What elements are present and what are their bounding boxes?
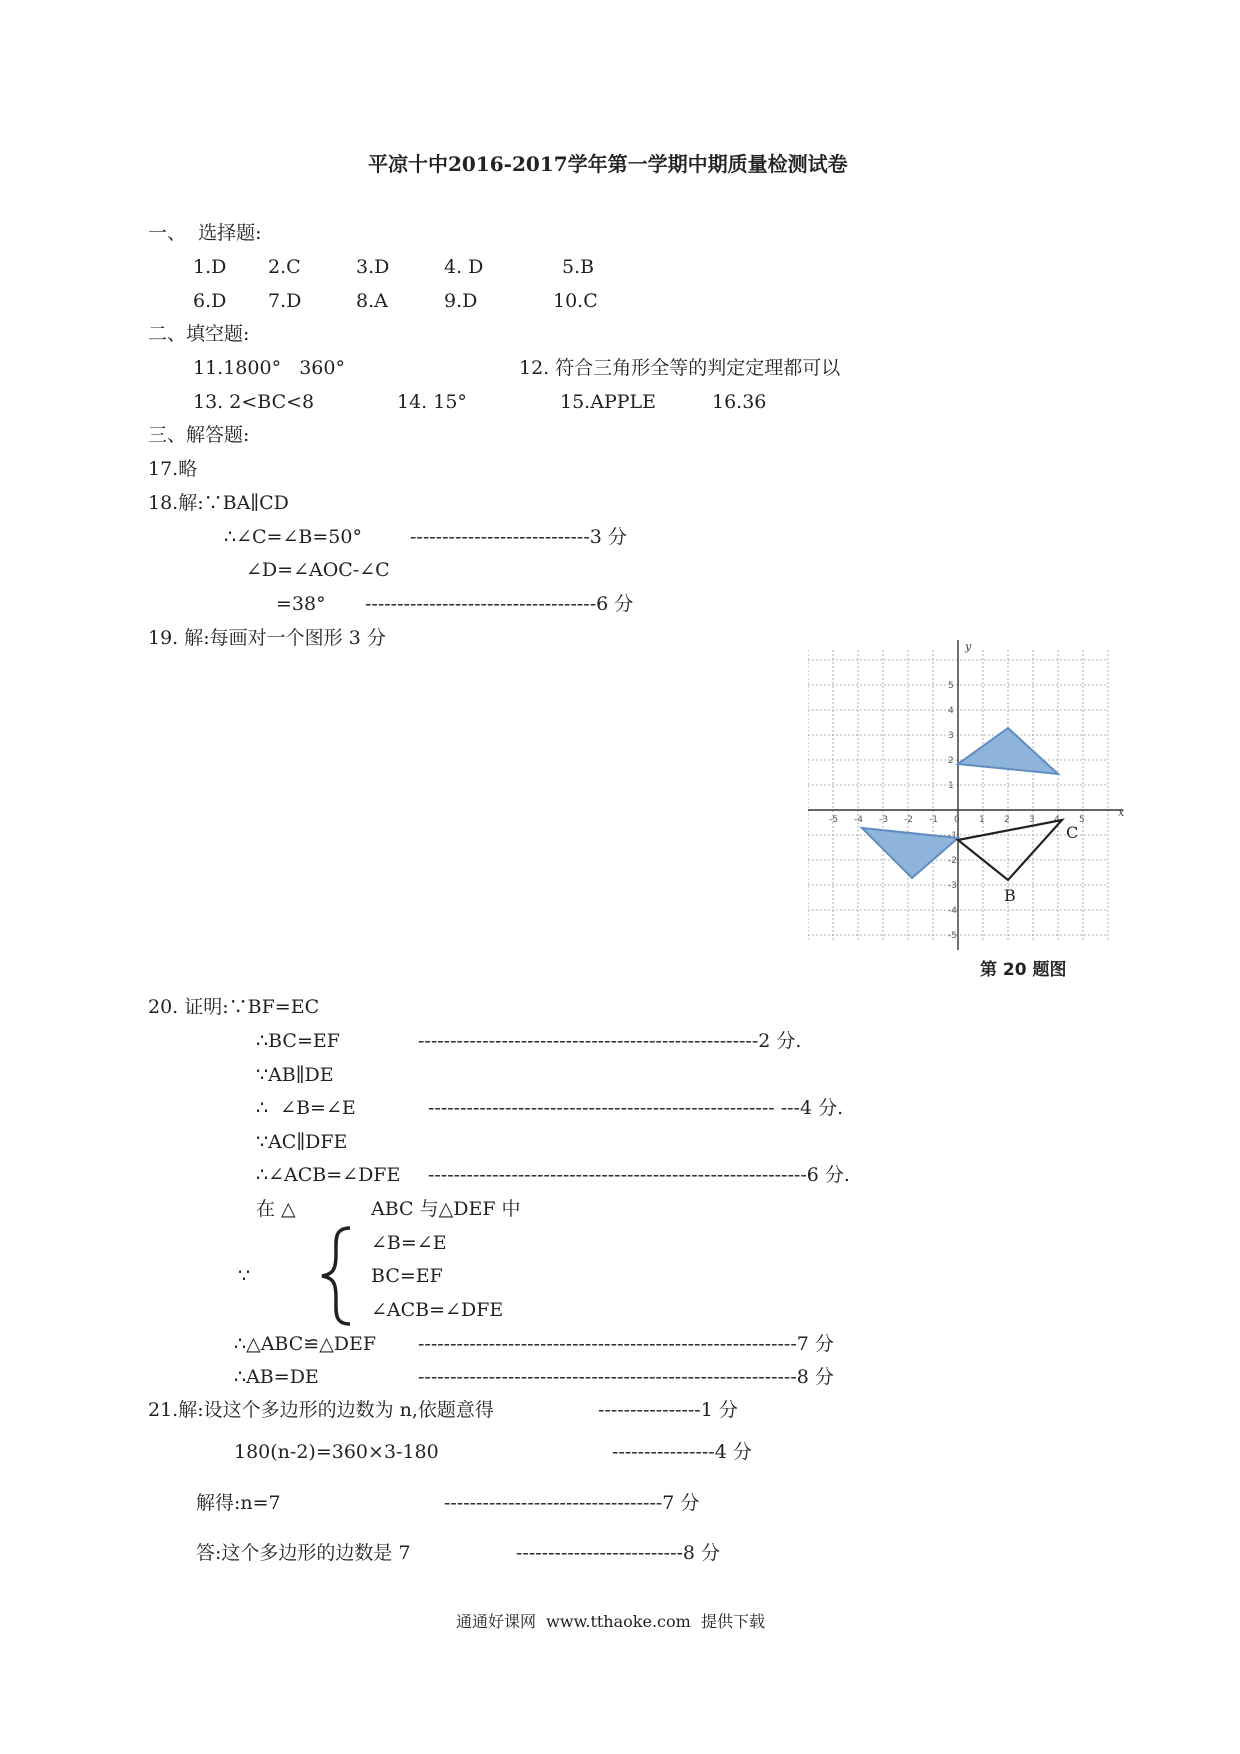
x-tick-label: -4 xyxy=(854,815,863,825)
q21-score-8: --------------------------8 分 xyxy=(516,1542,721,1564)
answer-2: 2.C xyxy=(268,256,301,278)
q21-score-1: ----------------1 分 xyxy=(598,1399,738,1421)
axes xyxy=(808,640,1123,950)
q21-line-2: 180(n-2)=360×3-180 xyxy=(234,1441,439,1463)
y-tick-label: 3 xyxy=(948,731,954,741)
q20-line-6: ∴∠ACB=∠DFE xyxy=(256,1164,401,1186)
answer-13: 13. 2<BC<8 xyxy=(193,391,315,413)
y-tick-label: 2 xyxy=(948,756,954,766)
answer-16: 16.36 xyxy=(712,391,767,413)
q18-score-6: ------------------------------------6 分 xyxy=(365,593,634,615)
q20-line-9: ∴AB=DE xyxy=(234,1366,319,1388)
answer-12: 12. 符合三角形全等的判定定理都可以 xyxy=(519,357,841,379)
q18-score-3: ----------------------------3 分 xyxy=(410,526,627,548)
answer-9: 9.D xyxy=(444,290,478,312)
q21-line-4: 答:这个多边形的边数是 7 xyxy=(196,1542,411,1564)
page-footer: 通通好课网 www.tthaoke.com 提供下载 xyxy=(456,1612,765,1631)
q17-line: 17.略 xyxy=(148,458,198,480)
q20-line-7a: 在 △ xyxy=(256,1198,296,1220)
y-tick-label: 5 xyxy=(948,681,954,691)
q20-score-2: -----------------------------------------------------2 分. xyxy=(418,1030,802,1052)
x-axis-label: x xyxy=(1118,806,1125,819)
q20-score-4: ------------------------------------------------------ ---4 分. xyxy=(428,1097,844,1119)
q20-because: ∵ xyxy=(238,1265,251,1287)
answer-11: 11.1800° 360° xyxy=(193,357,345,379)
answer-15: 15.APPLE xyxy=(560,391,656,413)
y-tick-label: -4 xyxy=(948,906,957,916)
q20-condition-3: ∠ACB=∠DFE xyxy=(371,1299,504,1321)
q20-score-8: -----------------------------------------------------------8 分 xyxy=(418,1366,834,1388)
page-title: 平凉十中2016-2017学年第一学期中期质量检测试卷 xyxy=(368,152,848,176)
q21-score-7: ----------------------------------7 分 xyxy=(444,1492,700,1514)
q18-line-2: ∴∠C=∠B=50° xyxy=(224,526,362,548)
answer-4: 4. D xyxy=(444,256,484,278)
x-tick-label: -5 xyxy=(829,815,838,825)
q20-condition-1: ∠B=∠E xyxy=(371,1232,447,1254)
section-heading-choice: 一、 选择题: xyxy=(148,222,262,244)
section-heading-fill: 二、填空题: xyxy=(148,323,250,345)
x-tick-label: -2 xyxy=(904,815,913,825)
section-heading-solve: 三、解答题: xyxy=(148,424,250,446)
answer-6: 6.D xyxy=(193,290,227,312)
answer-7: 7.D xyxy=(268,290,302,312)
triangle-abc xyxy=(958,820,1062,880)
q21-line-1: 21.解:设这个多边形的边数为 n,依题意得 xyxy=(148,1399,494,1421)
coordinate-grid-figure xyxy=(808,640,1138,960)
answer-10: 10.C xyxy=(553,290,598,312)
lower-blue-triangle xyxy=(862,828,958,878)
point-label-b: B xyxy=(1004,886,1016,905)
answer-1: 1.D xyxy=(193,256,227,278)
x-tick-label: 1 xyxy=(979,815,985,825)
y-tick-label: -1 xyxy=(948,831,957,841)
x-tick-label: -1 xyxy=(929,815,938,825)
q20-line-5: ∵AC∥DFE xyxy=(256,1131,348,1153)
q20-condition-2: BC=EF xyxy=(371,1265,443,1287)
curly-brace-icon xyxy=(318,1226,358,1326)
answer-14: 14. 15° xyxy=(397,391,467,413)
q20-line-4: ∴ ∠B=∠E xyxy=(256,1097,356,1119)
answer-8: 8.A xyxy=(356,290,388,312)
q20-score-6: -----------------------------------------------------------6 分. xyxy=(428,1164,850,1186)
figure-caption: 第 20 题图 xyxy=(980,960,1067,980)
y-tick-label: -3 xyxy=(948,881,957,891)
x-tick-label: 3 xyxy=(1029,815,1035,825)
answer-3: 3.D xyxy=(356,256,390,278)
q20-line-7b: ABC 与△DEF 中 xyxy=(371,1198,521,1220)
x-tick-label: 0 xyxy=(954,815,960,825)
q19-line-1: 19. 解:每画对一个图形 3 分 xyxy=(148,627,386,649)
x-tick-label: -3 xyxy=(879,815,888,825)
y-tick-label: 1 xyxy=(948,781,954,791)
q20-line-3: ∵AB∥DE xyxy=(256,1064,334,1086)
tick-labels xyxy=(829,681,1085,941)
x-tick-label: 5 xyxy=(1079,815,1085,825)
q18-line-3: ∠D=∠AOC-∠C xyxy=(246,559,390,581)
answer-5: 5.B xyxy=(562,256,595,278)
y-tick-label: 4 xyxy=(948,706,954,716)
x-tick-label: 4 xyxy=(1054,815,1060,825)
q20-line-8: ∴△ABC≌△DEF xyxy=(234,1333,377,1355)
q21-line-3: 解得:n=7 xyxy=(196,1492,281,1514)
y-tick-label: -5 xyxy=(948,931,957,941)
x-tick-label: 2 xyxy=(1004,815,1010,825)
y-tick-label: -2 xyxy=(948,856,957,866)
q20-line-2: ∴BC=EF xyxy=(256,1030,340,1052)
y-axis-label: y xyxy=(965,640,972,653)
point-label-c: C xyxy=(1066,823,1079,842)
q18-line-4: =38° xyxy=(276,593,326,615)
q18-line-1: 18.解:∵BA∥CD xyxy=(148,492,289,514)
q21-score-4: ----------------4 分 xyxy=(612,1441,752,1463)
q20-line-1: 20. 证明:∵BF=EC xyxy=(148,996,320,1018)
q20-score-7: -----------------------------------------------------------7 分 xyxy=(418,1333,834,1355)
